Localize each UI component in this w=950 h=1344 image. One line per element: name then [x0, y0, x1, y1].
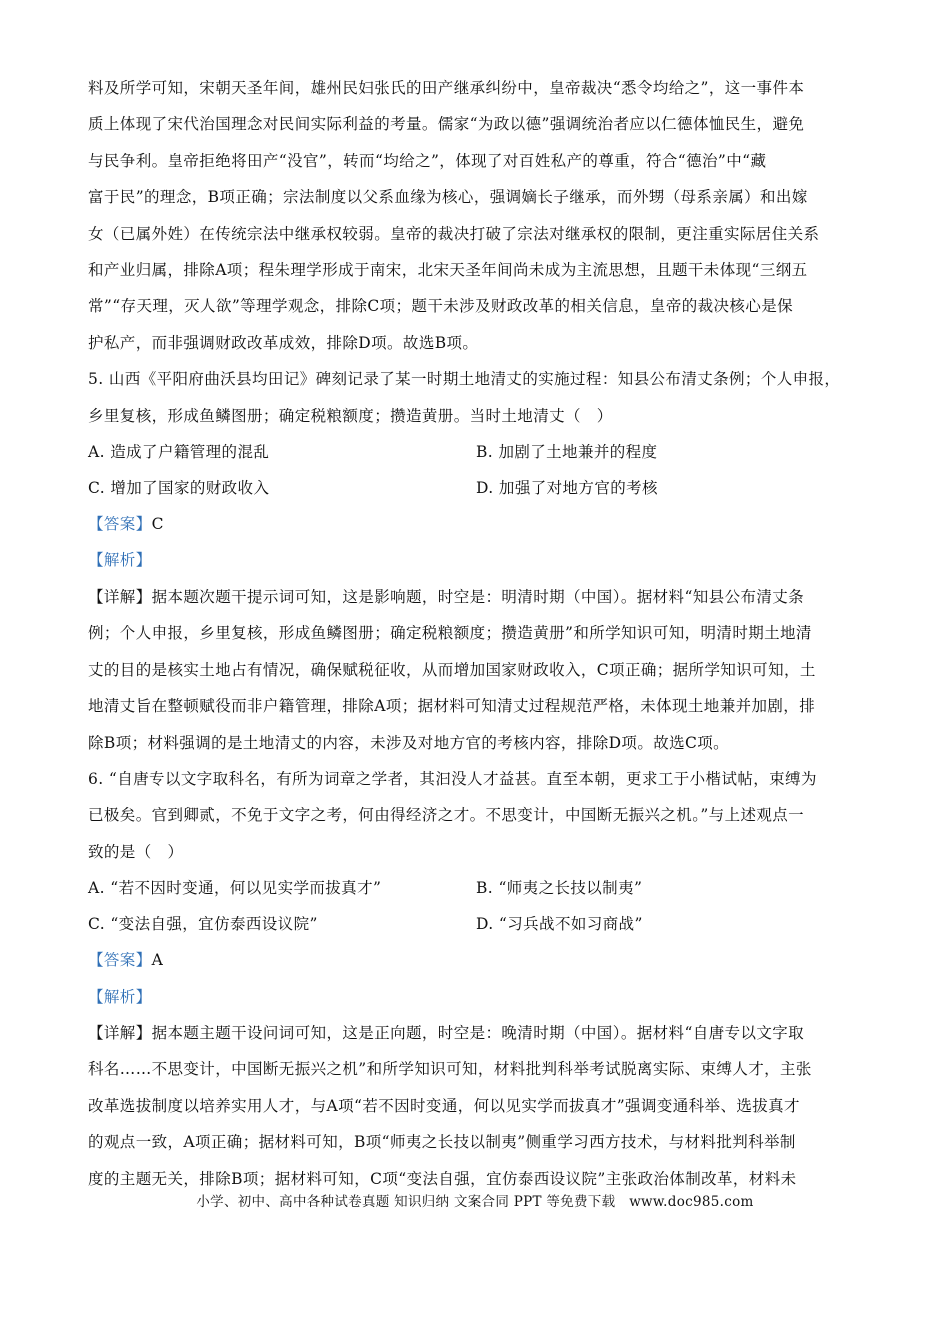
- detail-text: 据本题次题干提示词可知，这是影响题，时空是：明清时期（中国）。据材料“知县公布清丈条: [151, 587, 805, 606]
- analysis-label: 【解析】: [88, 987, 152, 1006]
- question-stem: 乡里复核，形成鱼鳞图册；确定税粮额度；攒造黄册。当时土地清丈（ ）: [88, 406, 613, 425]
- text-line: 质上体现了宋代治国理念对民间实际利益的考量。儒家“为政以德”强调统治者应以仁德体恤民生，避免: [88, 115, 805, 134]
- text-line: 和产业归属，排除A项；程朱理学形成于南宋，北宋天圣年间尚未成为主流思想，且题干未体现“三纲五: [88, 261, 808, 280]
- previous-analysis: [88, 70, 868, 361]
- detail-text: 据本题主题干设问词可知，这是正向题，时空是：晚清时期（中国）。据材料“自唐专以文字取: [151, 1023, 805, 1042]
- detail-text: 改革选拔制度以培养实用人才，与A项“若不因时变通，何以见实学而拔真才”强调变通科举、选拔真才: [88, 1096, 800, 1115]
- option-a: A. 造成了户籍管理的混乱: [88, 443, 270, 462]
- options-row: [88, 470, 868, 506]
- option-d: D. “习兵战不如习商战”: [476, 915, 643, 934]
- detail-text: 除B项；材料强调的是土地清丈的内容，未涉及对地方官的考核内容，排除D项。故选C项。: [88, 733, 730, 752]
- analysis-line: [88, 542, 868, 578]
- option-c: C. “变法自强，宜仿泰西设议院”: [88, 915, 318, 934]
- option-d: D. 加强了对地方官的考核: [476, 479, 658, 498]
- text-line: 与民争利。皇帝拒绝将田产“没官”，转而“均给之”，体现了对百姓私产的尊重，符合“德治”中“藏: [88, 151, 767, 170]
- option-a: A. “若不因时变通，何以见实学而拔真才”: [88, 879, 382, 898]
- detail-text: 的观点一致，A项正确；据材料可知，B项“师夷之长技以制夷”侧重学习西方技术，与材料批判科举制: [88, 1133, 796, 1152]
- text-line: 常”“存天理，灭人欲”等理学观念，排除C项；题干未涉及财政改革的相关信息，皇帝的裁决核心是保: [88, 297, 794, 316]
- detail-text: 科名……不思变计，中国断无振兴之机”和所学知识可知，材料批判科举考试脱离实际、束缚人才，主张: [88, 1060, 812, 1079]
- text-line: 料及所学可知，宋朝天圣年间，雄州民妇张氏的田产继承纠纷中，皇帝裁决“悉令均给之”，这一事件本: [88, 79, 805, 97]
- page-footer: 小学、初中、高中各种试卷真题 知识归纳 文案合同 PPT 等免费下载 www.doc985.com: [196, 1194, 754, 1210]
- detail-label: 【详解】: [88, 587, 152, 606]
- options-row: [88, 870, 868, 906]
- text-line: 女（已属外姓）在传统宗法中继承权较弱。皇帝的裁决打破了宗法对继承权的限制，更注重实际居住关系: [88, 224, 820, 243]
- detail-text: 地清丈旨在整顿赋役而非户籍管理，排除A项；据材料可知清丈过程规范严格，未体现土地兼并加剧，排: [88, 697, 816, 716]
- text-line: 富于民”的理念，B项正确；宗法制度以父系血缘为核心，强调嫡长子继承，而外甥（母系亲属）和出嫁: [88, 188, 808, 207]
- text-line: 护私产，而非强调财政改革成效，排除D项。故选B项。: [88, 333, 479, 352]
- question-stem: 已极矣。官到卿贰，不免于文字之考，何由得经济之才。不思变计，中国断无振兴之机。”与上述观点一: [88, 806, 805, 825]
- detail-text: 度的主题无关，排除B项；据材料可知，C项“变法自强，宜仿泰西设议院”主张政治体制改革，材料未: [88, 1169, 797, 1188]
- question-stem: 致的是（ ）: [88, 842, 184, 861]
- answer-value: A: [151, 951, 164, 970]
- analysis-line: [88, 979, 868, 1015]
- options-row: [88, 434, 868, 470]
- document-page: [88, 70, 868, 1197]
- detail-text: 丈的目的是核实土地占有情况，确保赋税征收，从而增加国家财政收入，C项正确；据所学知识可知，土: [88, 660, 816, 679]
- analysis-label: 【解析】: [88, 551, 152, 570]
- detail-label: 【详解】: [88, 1023, 152, 1042]
- answer-line: [88, 942, 868, 978]
- answer-line: [88, 506, 868, 542]
- option-b: B. “师夷之长技以制夷”: [476, 879, 643, 898]
- answer-label: 【答案】: [88, 951, 152, 970]
- options-row: [88, 906, 868, 942]
- answer-label: 【答案】: [88, 515, 152, 534]
- option-b: B. 加剧了土地兼并的程度: [476, 443, 658, 462]
- question-stem: 5. 山西《平阳府曲沃县均田记》碑刻记录了某一时期土地清丈的实施过程：知县公布清丈条例；个人申报，: [88, 370, 841, 389]
- detail-line: [88, 1015, 868, 1051]
- question-5: [88, 361, 868, 761]
- answer-value: C: [151, 515, 164, 534]
- detail-line: [88, 579, 868, 615]
- detail-text: 例；个人申报，乡里复核，形成鱼鳞图册；确定税粮额度；攒造黄册”和所学知识可知，明清时期土地清: [88, 624, 812, 643]
- question-stem: 6. “自唐专以文字取科名，有所为词章之学者，其汩没人才益甚。直至本朝，更求工于小楷试帖，束缚为: [88, 769, 817, 788]
- option-c: C. 增加了国家的财政收入: [88, 479, 270, 498]
- question-6: [88, 761, 868, 1197]
